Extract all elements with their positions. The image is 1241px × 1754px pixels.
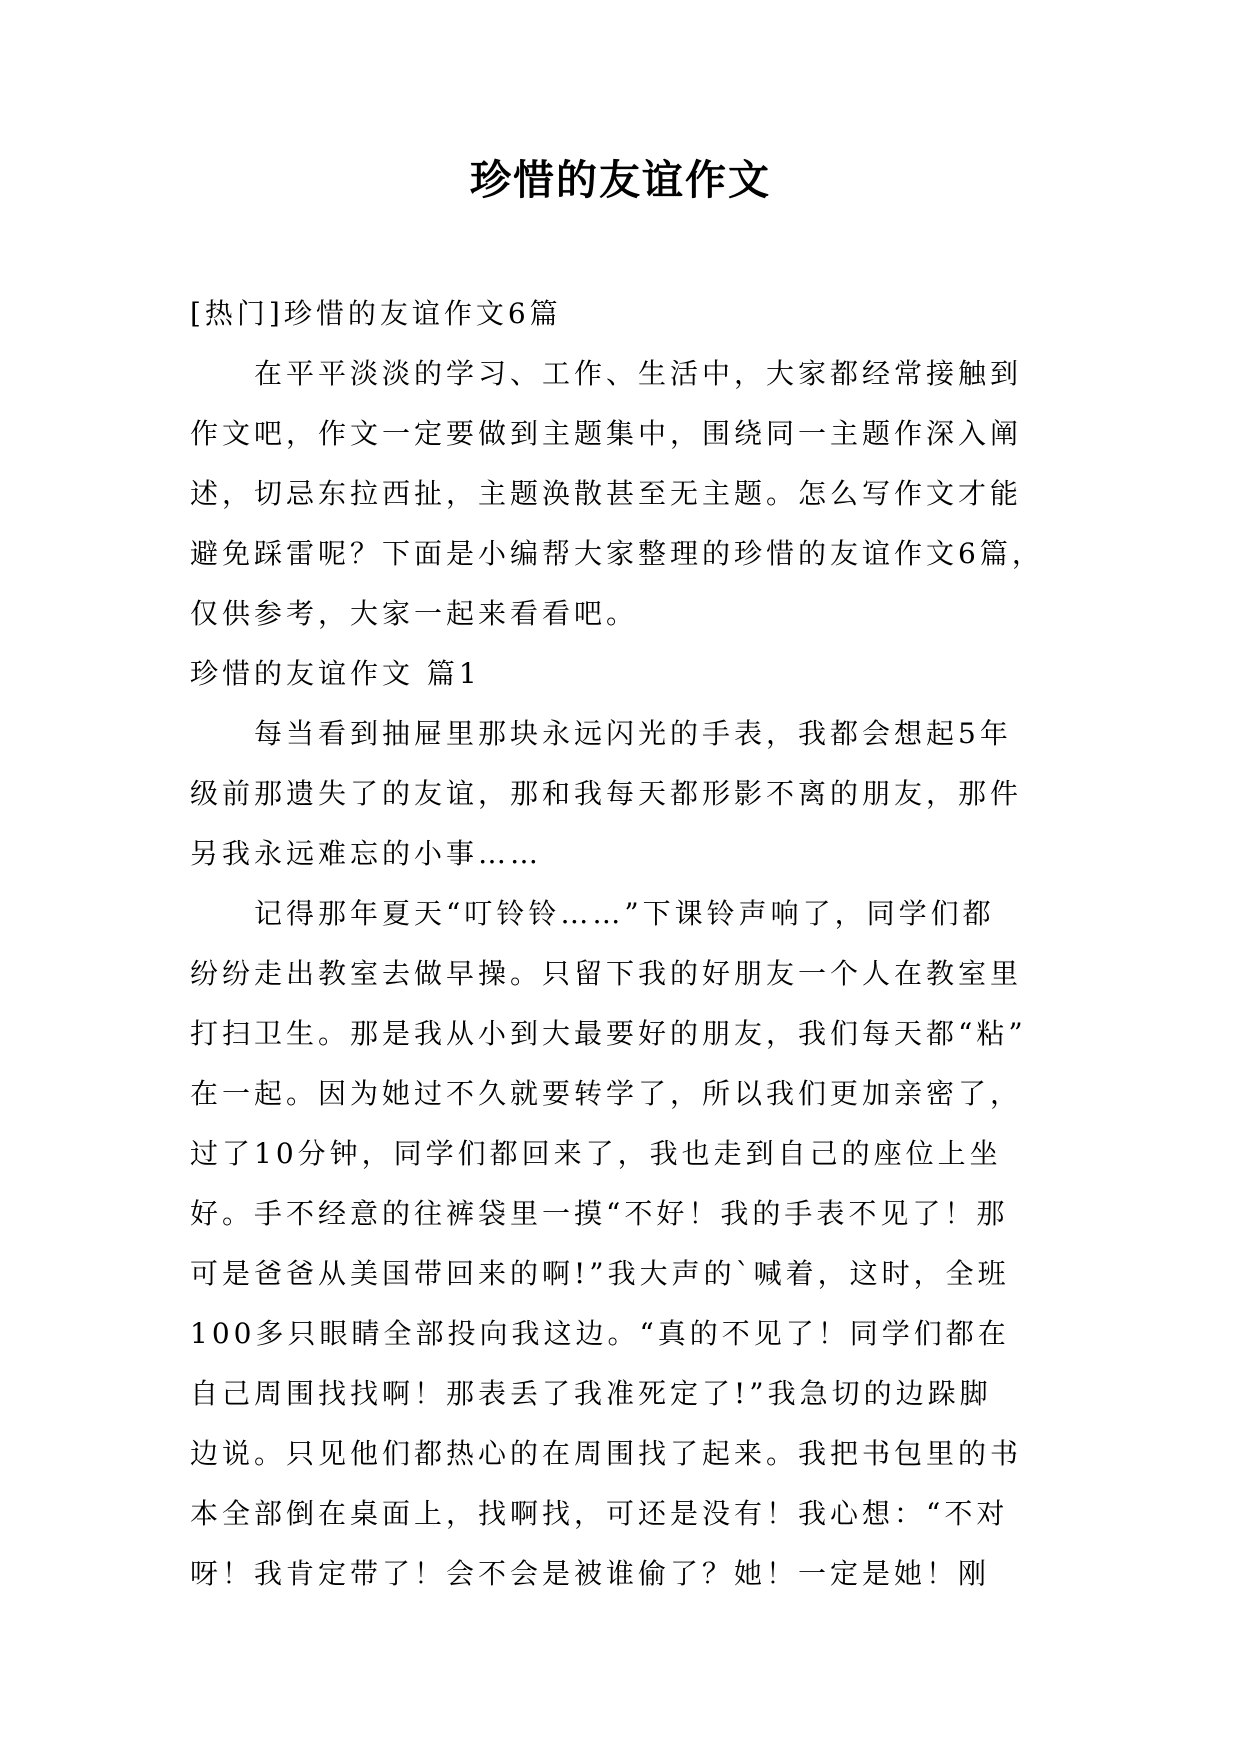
body-paragraph-line: 另我永远难忘的小事…… [190, 837, 543, 870]
body-paragraph-line: 每当看到抽屉里那块永远闪光的手表，我都会想起5年 [254, 717, 1012, 750]
intro-paragraph-line: 避免踩雷呢？下面是小编帮大家整理的珍惜的友谊作文6篇， [190, 537, 1044, 570]
intro-paragraph-line: 在平平淡淡的学习、工作、生活中，大家都经常接触到 [254, 357, 1023, 390]
body-paragraph-line: 记得那年夏天“叮铃铃……”下课铃声响了，同学们都 [254, 897, 995, 930]
intro-paragraph-line: 仅供参考，大家一起来看看吧。 [190, 597, 639, 630]
intro-paragraph-line: 述，切忌东拉西扯，主题涣散甚至无主题。怎么写作文才能 [190, 477, 1023, 510]
document-body [190, 284, 1052, 1604]
body-paragraph-line: 边说。只见他们都热心的在周围找了起来。我把书包里的书 [190, 1437, 1023, 1470]
body-paragraph-line: 自己周围找找啊！那表丢了我准死定了!”我急切的边跺脚 [190, 1377, 992, 1410]
body-paragraph-line: 过了10分钟，同学们都回来了，我也走到自己的座位上坐 [190, 1137, 1002, 1170]
section-heading: 珍惜的友谊作文 篇1 [190, 657, 481, 690]
body-paragraph-line: 纷纷走出教室去做早操。只留下我的好朋友一个人在教室里 [190, 957, 1023, 990]
body-paragraph-line: 好。手不经意的往裤袋里一摸“不好！我的手表不见了！那 [190, 1197, 1009, 1230]
body-paragraph-line: 本全部倒在桌面上，找啊找，可还是没有！我心想：“不对 [190, 1497, 1009, 1530]
intro-paragraph-line: 作文吧，作文一定要做到主题集中，围绕同一主题作深入阐 [190, 417, 1023, 450]
document-title: 珍惜的友谊作文 [470, 156, 771, 204]
subtitle-line: [热门]珍惜的友谊作文6篇 [190, 297, 562, 330]
body-paragraph-line: 在一起。因为她过不久就要转学了，所以我们更加亲密了， [190, 1077, 1023, 1110]
body-paragraph-line: 可是爸爸从美国带回来的啊!”我大声的`喊着，这时，全班 [190, 1257, 1010, 1290]
body-paragraph-line: 100多只眼睛全部投向我这边。“真的不见了！同学们都在 [190, 1317, 1010, 1350]
body-paragraph-line: 打扫卫生。那是我从小到大最要好的朋友，我们每天都“粘” [190, 1017, 1027, 1050]
body-paragraph-line: 呀！我肯定带了！会不会是被谁偷了？她！一定是她！刚 [190, 1557, 991, 1590]
body-paragraph-line: 级前那遗失了的友谊，那和我每天都形影不离的朋友，那件 [190, 777, 1023, 810]
